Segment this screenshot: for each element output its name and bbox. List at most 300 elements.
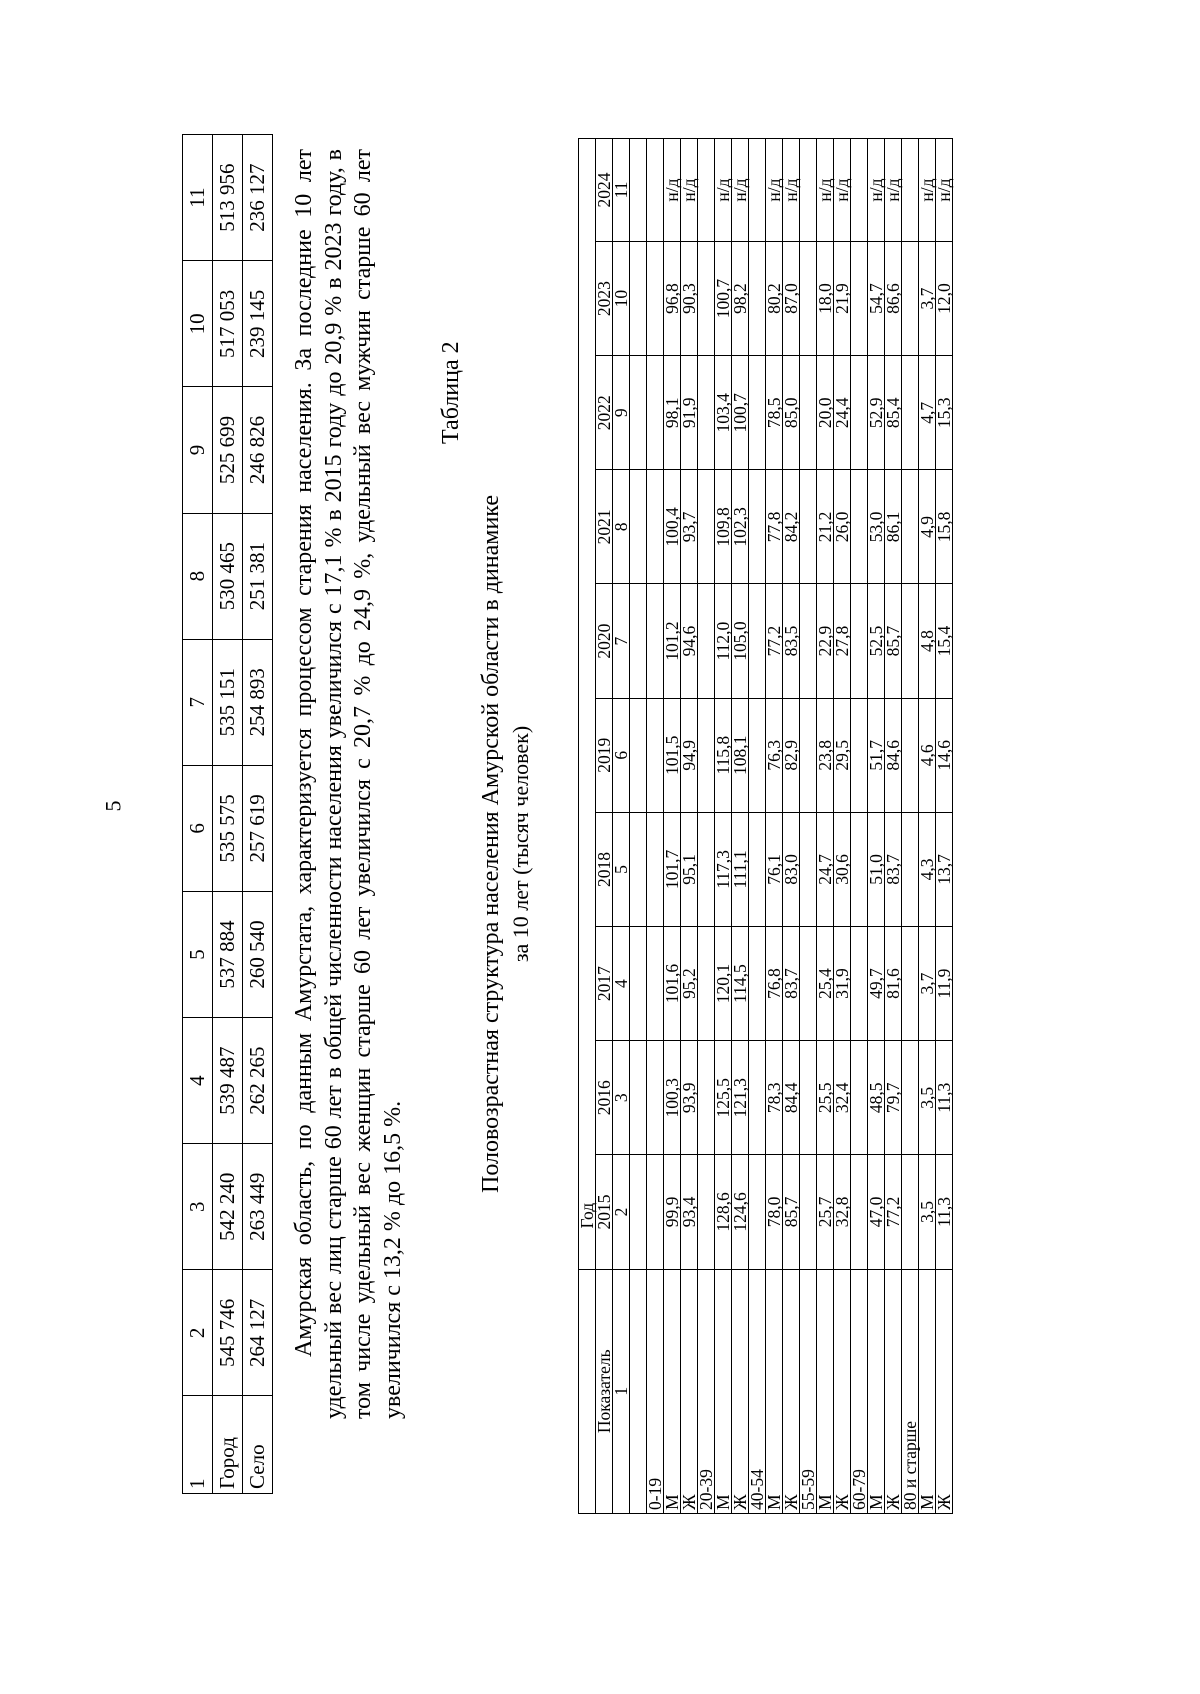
table2-empty-cell — [630, 470, 647, 584]
table2-title-line2: за 10 лет (тысяч человек) — [508, 725, 533, 963]
table2-cell: 79,7 — [885, 1041, 902, 1155]
table2-sex-label: М — [664, 1269, 681, 1513]
table2-cell: 30,6 — [834, 812, 851, 926]
table1-row-label: Город — [213, 1396, 243, 1494]
table2-empty-cell — [698, 698, 715, 812]
table2-group-row — [800, 139, 817, 1514]
table2-cell: 101,6 — [664, 927, 681, 1041]
table2-cell: 27,8 — [834, 584, 851, 698]
table2-cell: 109,8 — [715, 470, 732, 584]
table2-year-header: 2023 — [596, 241, 613, 355]
table2-cell: 29,5 — [834, 698, 851, 812]
table2-cell: 26,0 — [834, 470, 851, 584]
table2-empty-cell — [749, 139, 766, 242]
table2-cell: 81,6 — [885, 927, 902, 1041]
table2-col-number: 1 — [613, 1269, 630, 1513]
table2-empty-cell — [902, 812, 919, 926]
table1-cell: 517 053 — [213, 261, 243, 387]
table2-empty-cell — [630, 1269, 647, 1513]
table2-cell: 77,8 — [766, 470, 783, 584]
table2-cell: 13,7 — [936, 812, 953, 926]
table2-cell: н/д — [885, 139, 902, 242]
table2-empty-header — [579, 1269, 596, 1513]
table2-empty-cell — [800, 698, 817, 812]
table2-empty-cell — [647, 812, 664, 926]
table2-empty-cell — [698, 139, 715, 242]
table2-cell: н/д — [732, 139, 749, 242]
table2-cell: 22,9 — [817, 584, 834, 698]
table2-blank-row — [630, 139, 647, 1514]
table2-number-label: Таблица 2 — [438, 341, 464, 444]
table2-empty-cell — [800, 927, 817, 1041]
table2-col-number: 4 — [613, 927, 630, 1041]
table2-data-row — [732, 139, 749, 1514]
table1-cell: 236 127 — [243, 135, 273, 261]
table2-cell: 93,9 — [681, 1041, 698, 1155]
table2-cell: 76,3 — [766, 698, 783, 812]
table2-sex-label: Ж — [936, 1269, 953, 1513]
table2-data-row — [834, 139, 851, 1514]
table2-cell: 15,3 — [936, 356, 953, 470]
table2-cell: 85,7 — [885, 584, 902, 698]
table2-cell: 32,4 — [834, 1041, 851, 1155]
table2-header-row-numbers — [613, 139, 630, 1514]
table1-col-number: 9 — [183, 387, 213, 513]
table2-empty-cell — [698, 927, 715, 1041]
table2-group-row — [647, 139, 664, 1514]
table2-col-number: 7 — [613, 584, 630, 698]
table2-empty-cell — [851, 241, 868, 355]
table2-sex-label: М — [766, 1269, 783, 1513]
table2-empty-cell — [647, 356, 664, 470]
table2-year-header: 2018 — [596, 812, 613, 926]
table2-year-group-header: Год — [579, 139, 596, 1270]
table2-cell: 52,5 — [868, 584, 885, 698]
table2-cell: 84,2 — [783, 470, 800, 584]
table1-col-number: 6 — [183, 765, 213, 891]
table2-cell: 3,5 — [919, 1155, 936, 1269]
table2-cell: 52,9 — [868, 356, 885, 470]
table2-year-header: 2024 — [596, 139, 613, 242]
table2-cell: 114,5 — [732, 927, 749, 1041]
table2-header-row-years — [596, 139, 613, 1514]
table2-title — [476, 94, 536, 1594]
table2-sex-label: Ж — [885, 1269, 902, 1513]
table2-empty-cell — [647, 1155, 664, 1269]
table2-cell: 84,4 — [783, 1041, 800, 1155]
table2-cell: 11,9 — [936, 927, 953, 1041]
table2-empty-cell — [749, 356, 766, 470]
table2-cell: 93,4 — [681, 1155, 698, 1269]
table2-cell: н/д — [919, 139, 936, 242]
table2-cell: 18,0 — [817, 241, 834, 355]
table2-empty-cell — [902, 584, 919, 698]
table2-sex-label: Ж — [681, 1269, 698, 1513]
table1-cell: 542 240 — [213, 1144, 243, 1270]
table2-cell: 76,8 — [766, 927, 783, 1041]
table2-group-row — [749, 139, 766, 1514]
table2-empty-cell — [902, 927, 919, 1041]
aging-paragraph — [290, 149, 408, 1419]
table2-empty-cell — [630, 139, 647, 242]
table2-header-row-group — [579, 139, 596, 1514]
table2-cell: 83,0 — [783, 812, 800, 926]
table2-empty-cell — [630, 812, 647, 926]
table2-empty-cell — [749, 241, 766, 355]
table2-data-row — [919, 139, 936, 1514]
table2-cell: н/д — [681, 139, 698, 242]
table2-cell: 101,5 — [664, 698, 681, 812]
table1-cell: 545 746 — [213, 1270, 243, 1396]
table2-cell: 85,7 — [783, 1155, 800, 1269]
table1-col-number: 3 — [183, 1144, 213, 1270]
table2-cell: 4,9 — [919, 470, 936, 584]
table2-cell: 15,4 — [936, 584, 953, 698]
table2-cell: 82,9 — [783, 698, 800, 812]
table2-cell: 121,3 — [732, 1041, 749, 1155]
table2-cell: 100,4 — [664, 470, 681, 584]
table2-age-group-label: 20-39 — [698, 1269, 715, 1513]
table2-cell: 90,3 — [681, 241, 698, 355]
table2-cell: 96,8 — [664, 241, 681, 355]
table2-cell: 51,0 — [868, 812, 885, 926]
table2-cell: н/д — [664, 139, 681, 242]
table2-sex-label: М — [817, 1269, 834, 1513]
table2-age-group-label: 40-54 — [749, 1269, 766, 1513]
table2-age-group-label: 80 и старше — [902, 1269, 919, 1513]
table2-empty-cell — [698, 1155, 715, 1269]
table2-year-header: 2015 — [596, 1155, 613, 1269]
table2-cell: 87,0 — [783, 241, 800, 355]
table2-empty-cell — [749, 1041, 766, 1155]
table2-cell: н/д — [868, 139, 885, 242]
table1-col-number: 10 — [183, 261, 213, 387]
table2-sex-label: М — [715, 1269, 732, 1513]
table1-cell: 535 151 — [213, 639, 243, 765]
table2-empty-cell — [851, 139, 868, 242]
table2-cell: 20,0 — [817, 356, 834, 470]
table2-cell: 78,3 — [766, 1041, 783, 1155]
table2-empty-cell — [647, 584, 664, 698]
table2-cell: 108,1 — [732, 698, 749, 812]
table2-cell: 49,7 — [868, 927, 885, 1041]
table2-cell: 100,7 — [732, 356, 749, 470]
table2-empty-cell — [902, 1155, 919, 1269]
table1-cell: 246 826 — [243, 387, 273, 513]
table2-cell: 120,1 — [715, 927, 732, 1041]
table2-cell: 4,3 — [919, 812, 936, 926]
table2-sex-label: М — [868, 1269, 885, 1513]
table2-empty-cell — [749, 1155, 766, 1269]
table2-empty-cell — [698, 1041, 715, 1155]
table2-empty-cell — [698, 470, 715, 584]
table2-empty-cell — [647, 470, 664, 584]
table2-cell: 115,8 — [715, 698, 732, 812]
table2-empty-cell — [800, 812, 817, 926]
table2-cell: 77,2 — [766, 584, 783, 698]
table2-sex-age-structure — [578, 138, 953, 1514]
table2-cell: 3,7 — [919, 927, 936, 1041]
table2-cell: 128,6 — [715, 1155, 732, 1269]
table2-year-header: 2022 — [596, 356, 613, 470]
table2-cell: 93,7 — [681, 470, 698, 584]
table2-cell: 14,6 — [936, 698, 953, 812]
table2-empty-cell — [851, 927, 868, 1041]
table1-col-number: 4 — [183, 1018, 213, 1144]
table2-empty-cell — [630, 1155, 647, 1269]
table2-cell: 3,5 — [919, 1041, 936, 1155]
table2-cell: н/д — [715, 139, 732, 242]
table2-cell: 84,6 — [885, 698, 902, 812]
table1-cell: 251 381 — [243, 513, 273, 639]
table2-empty-cell — [800, 1041, 817, 1155]
table2-cell: 100,7 — [715, 241, 732, 355]
table1-cell: 530 465 — [213, 513, 243, 639]
table1-city-village — [182, 134, 273, 1494]
paragraph-text: Амурская область, по данным Амурстата, характеризуется процессом старения населения. За последние 10 лет удельный вес лиц старше 60 лет в общей численности населения увеличился с 17,1 % в 2015 году до 20,9 % в 2023 году, в том числе удельный вес женщин старше 60 лет увеличился с 20,7 % до 24,9 %, удельный вес мужчин старше 60 лет увеличился с 13,2 % до 16,5 %. — [291, 149, 406, 1419]
table2-year-header: 2017 — [596, 927, 613, 1041]
table2-sex-label: Ж — [783, 1269, 800, 1513]
table2-empty-cell — [800, 1155, 817, 1269]
table2-cell: 112,0 — [715, 584, 732, 698]
table2-cell: 4,6 — [919, 698, 936, 812]
table2-cell: 85,0 — [783, 356, 800, 470]
table2-empty-cell — [630, 241, 647, 355]
table2-data-row — [817, 139, 834, 1514]
table2-empty-cell — [749, 698, 766, 812]
table2-empty-cell — [902, 470, 919, 584]
table2-age-group-label: 0-19 — [647, 1269, 664, 1513]
table2-cell: 21,2 — [817, 470, 834, 584]
table2-empty-cell — [630, 584, 647, 698]
table2-cell: 24,7 — [817, 812, 834, 926]
table2-cell: 80,2 — [766, 241, 783, 355]
table2-col-number: 8 — [613, 470, 630, 584]
table2-empty-cell — [800, 470, 817, 584]
table1-cell: 257 619 — [243, 765, 273, 891]
table2-cell: н/д — [936, 139, 953, 242]
table2-cell: 101,7 — [664, 812, 681, 926]
page-number: 5 — [100, 800, 126, 812]
table2-cell: 85,4 — [885, 356, 902, 470]
table2-empty-cell — [851, 470, 868, 584]
table2-empty-cell — [698, 241, 715, 355]
table2-title-line1: Половозрастная структура населения Амурской области в динамике — [478, 495, 504, 1194]
table2-empty-cell — [630, 927, 647, 1041]
table2-empty-cell — [902, 1041, 919, 1155]
table2-cell: 11,3 — [936, 1155, 953, 1269]
table2-empty-cell — [800, 139, 817, 242]
table2-empty-cell — [647, 1041, 664, 1155]
table2-cell: 101,2 — [664, 584, 681, 698]
table2-data-row — [664, 139, 681, 1514]
table2-cell: 86,1 — [885, 470, 902, 584]
table2-empty-cell — [749, 927, 766, 1041]
table2-cell: 94,9 — [681, 698, 698, 812]
table2-group-row — [698, 139, 715, 1514]
table2-empty-cell — [698, 356, 715, 470]
table1-header-row — [183, 135, 213, 1494]
table2-empty-cell — [698, 812, 715, 926]
table2-empty-cell — [749, 812, 766, 926]
table2-cell: 91,9 — [681, 356, 698, 470]
table1-col-number: 8 — [183, 513, 213, 639]
table2-data-row — [783, 139, 800, 1514]
table2-cell: 4,7 — [919, 356, 936, 470]
table1-cell: 264 127 — [243, 1270, 273, 1396]
table2-cell: 86,6 — [885, 241, 902, 355]
table2-cell: 111,1 — [732, 812, 749, 926]
table2-group-row — [902, 139, 919, 1514]
table2-cell: 32,8 — [834, 1155, 851, 1269]
table2-cell: 76,1 — [766, 812, 783, 926]
table2-cell: 4,8 — [919, 584, 936, 698]
table2-cell: 25,7 — [817, 1155, 834, 1269]
table2-sex-label: Ж — [732, 1269, 749, 1513]
table2-empty-cell — [902, 241, 919, 355]
table2-empty-cell — [749, 584, 766, 698]
table2-empty-cell — [630, 1041, 647, 1155]
table2-cell: 95,2 — [681, 927, 698, 1041]
table2-sex-label: Ж — [834, 1269, 851, 1513]
table2-cell: 25,4 — [817, 927, 834, 1041]
table2-cell: 48,5 — [868, 1041, 885, 1155]
table2-empty-cell — [851, 698, 868, 812]
table2-col-number: 2 — [613, 1155, 630, 1269]
table2-cell: 99,9 — [664, 1155, 681, 1269]
table1-col-number: 1 — [183, 1396, 213, 1494]
table2-empty-cell — [902, 698, 919, 812]
table2-cell: 83,5 — [783, 584, 800, 698]
table1-cell: 260 540 — [243, 891, 273, 1017]
table2-data-row — [681, 139, 698, 1514]
table2-cell: 83,7 — [885, 812, 902, 926]
table1-cell: 254 893 — [243, 639, 273, 765]
table1-cell: 535 575 — [213, 765, 243, 891]
table2-year-header: 2020 — [596, 584, 613, 698]
table1-row — [213, 135, 243, 1494]
table2-col-number: 9 — [613, 356, 630, 470]
table2-empty-cell — [851, 1041, 868, 1155]
table1-cell: 513 956 — [213, 135, 243, 261]
table2-cell: 3,7 — [919, 241, 936, 355]
table2-cell: 117,3 — [715, 812, 732, 926]
table2-cell: н/д — [783, 139, 800, 242]
table2-col-number: 10 — [613, 241, 630, 355]
table2-cell: 78,5 — [766, 356, 783, 470]
table2-cell: 11,3 — [936, 1041, 953, 1155]
table2-cell: 31,9 — [834, 927, 851, 1041]
table2-cell: 25,5 — [817, 1041, 834, 1155]
table2-empty-cell — [851, 1155, 868, 1269]
table2-cell: 124,6 — [732, 1155, 749, 1269]
table2-cell: н/д — [766, 139, 783, 242]
table2-empty-cell — [902, 356, 919, 470]
table2-col-number: 11 — [613, 139, 630, 242]
table1-row — [243, 135, 273, 1494]
table1-col-number: 11 — [183, 135, 213, 261]
table2-cell: 15,8 — [936, 470, 953, 584]
table1-cell: 539 487 — [213, 1018, 243, 1144]
table2-year-header: 2016 — [596, 1041, 613, 1155]
table2-cell: 78,0 — [766, 1155, 783, 1269]
table2-col-number: 6 — [613, 698, 630, 812]
table2-sex-label: М — [919, 1269, 936, 1513]
table1-cell: 537 884 — [213, 891, 243, 1017]
table2-empty-cell — [647, 241, 664, 355]
table2-col-number: 3 — [613, 1041, 630, 1155]
table2-empty-cell — [749, 470, 766, 584]
table2-empty-cell — [698, 584, 715, 698]
table1-cell: 239 145 — [243, 261, 273, 387]
table1-cell: 263 449 — [243, 1144, 273, 1270]
table2-empty-cell — [800, 584, 817, 698]
table2-empty-cell — [647, 698, 664, 812]
table2-col-number: 5 — [613, 812, 630, 926]
table2-empty-cell — [851, 812, 868, 926]
table1-col-number: 5 — [183, 891, 213, 1017]
table2-indicator-header: Показатель — [596, 1269, 613, 1513]
table1-row-label: Село — [243, 1396, 273, 1494]
table2-year-header: 2021 — [596, 470, 613, 584]
table2-data-row — [715, 139, 732, 1514]
table2-empty-cell — [630, 356, 647, 470]
table2-cell: 125,5 — [715, 1041, 732, 1155]
table2-cell: 23,8 — [817, 698, 834, 812]
table2-empty-cell — [902, 139, 919, 242]
table2-cell: 77,2 — [885, 1155, 902, 1269]
table2-cell: 98,2 — [732, 241, 749, 355]
table2-cell: н/д — [834, 139, 851, 242]
table2-cell: 100,3 — [664, 1041, 681, 1155]
table1-cell: 525 699 — [213, 387, 243, 513]
table2-group-row — [851, 139, 868, 1514]
table2-cell: 53,0 — [868, 470, 885, 584]
table2-empty-cell — [647, 139, 664, 242]
table2-cell: 105,0 — [732, 584, 749, 698]
table2-cell: 83,7 — [783, 927, 800, 1041]
table2-empty-cell — [851, 584, 868, 698]
table2-cell: 102,3 — [732, 470, 749, 584]
table2-cell: 103,4 — [715, 356, 732, 470]
table2-cell: н/д — [817, 139, 834, 242]
table2-empty-cell — [851, 356, 868, 470]
table2-data-row — [868, 139, 885, 1514]
table2-cell: 98,1 — [664, 356, 681, 470]
table1-cell: 262 265 — [243, 1018, 273, 1144]
table2-cell: 21,9 — [834, 241, 851, 355]
table2-cell: 51,7 — [868, 698, 885, 812]
table2-data-row — [766, 139, 783, 1514]
table2-cell: 24,4 — [834, 356, 851, 470]
table1-col-number: 2 — [183, 1270, 213, 1396]
table2-empty-cell — [630, 698, 647, 812]
table2-data-row — [936, 139, 953, 1514]
table2-empty-cell — [800, 356, 817, 470]
table2-age-group-label: 60-79 — [851, 1269, 868, 1513]
table2-data-row — [885, 139, 902, 1514]
table2-cell: 94,6 — [681, 584, 698, 698]
table2-empty-cell — [800, 241, 817, 355]
table2-empty-cell — [647, 927, 664, 1041]
table2-cell: 54,7 — [868, 241, 885, 355]
table2-cell: 12,0 — [936, 241, 953, 355]
table2-age-group-label: 55-59 — [800, 1269, 817, 1513]
table1-col-number: 7 — [183, 639, 213, 765]
table2-cell: 47,0 — [868, 1155, 885, 1269]
table2-year-header: 2019 — [596, 698, 613, 812]
table2-cell: 95,1 — [681, 812, 698, 926]
